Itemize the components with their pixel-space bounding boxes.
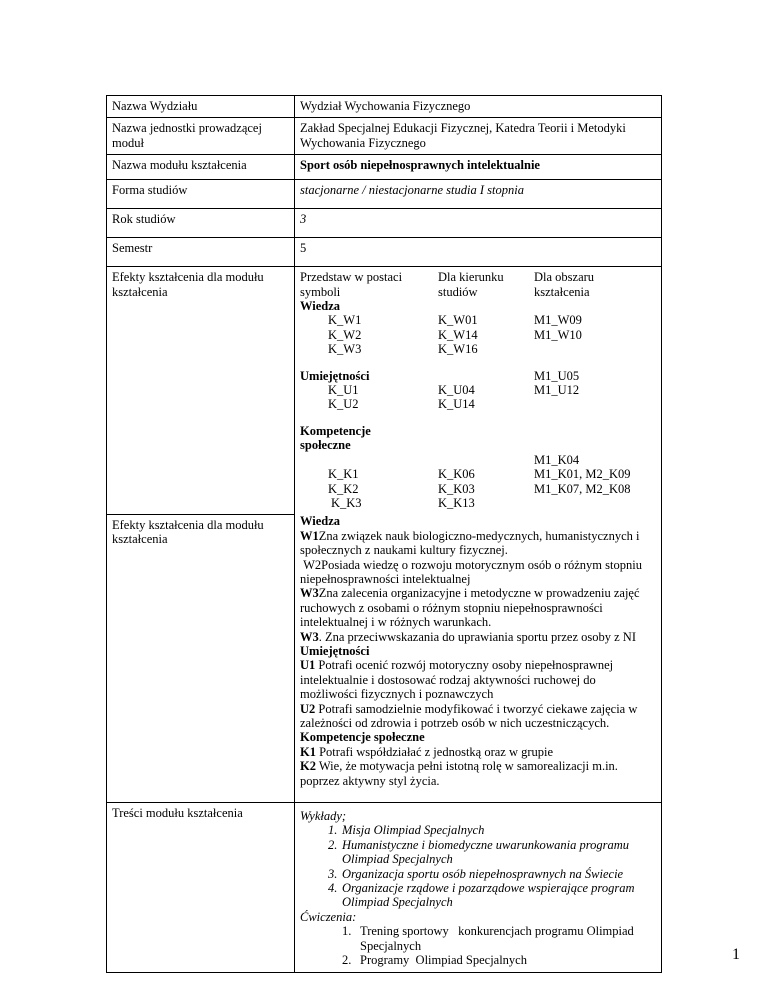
obszar-m1w10: M1_W10: [534, 327, 582, 342]
efekt-w3b: [300, 630, 656, 644]
row-semestr: [107, 238, 662, 267]
symbol-ku1: K_U1: [328, 383, 359, 398]
label-modul: Nazwa modułu kształcenia: [107, 155, 295, 180]
kierunek-kw01: K_W01: [438, 313, 478, 328]
umiejetnosci-label: Umiejętności: [300, 368, 370, 383]
label-rok: Rok studiów: [107, 209, 295, 238]
code-k1: K1: [300, 744, 316, 759]
text-w1: Zna związek nauk biologiczno-medycznych, humanistycznych i społecznych z naukami kultury fizycznej.: [300, 528, 640, 558]
wiedza-head: Wiedza: [300, 514, 341, 529]
col-kierunek-head: Dla kierunku studiów: [438, 270, 504, 299]
kompetencje-label: Kompetencje społeczne: [300, 423, 371, 453]
list-item: 2. Programy Olimpiad Specjalnych: [342, 953, 527, 968]
efekt-k1: [300, 745, 656, 759]
row-wydzial: [107, 96, 662, 118]
efekty-symbole-cell: [295, 267, 662, 515]
label-forma: Forma studiów: [107, 180, 295, 209]
symbol-kw1: K_W1: [328, 313, 362, 328]
cwiczenia-list: [300, 924, 656, 967]
kierunek-kw16: K_W16: [438, 342, 478, 357]
umiejetnosci-head: Umiejętności: [300, 643, 370, 658]
label-semestr: Semestr: [107, 238, 295, 267]
symbol-kk2: K_K2: [328, 481, 359, 496]
kierunek-kk06: K_K06: [438, 467, 475, 482]
code-u2: U2: [300, 701, 316, 716]
value-forma: stacjonarne / niestacjonarne studia I stopnia: [295, 180, 662, 209]
symbol-kw3: K_W3: [328, 342, 362, 357]
text-k1: Potrafi współdziałać z jednostką oraz w grupie: [315, 744, 554, 759]
value-jednostka: Zakład Specjalnej Edukacji Fizycznej, Katedra Teorii i Metodyki Wychowania Fizycznego: [295, 118, 662, 155]
code-w3: W3: [300, 586, 319, 601]
list-item: 1. Trening sportowy konkurencjach programu Olimpiad Specjalnych: [342, 924, 637, 953]
text-w3: Zna zalecenia organizacyjne i metodyczne w prowadzeniu zajęć ruchowych z osobami o różnym stopniu niepełnosprawności intelektualnej i w różnych warunkach.: [300, 586, 640, 630]
kierunek-kw14: K_W14: [438, 327, 478, 342]
text-u1: Potrafi ocenić rozwój motoryczny osoby niepełnosprawnej intelektualnie i dostosować rodzaj aktywności ruchowej do możliwości fizycznych i poznawczych: [300, 658, 614, 702]
list-item: 2. Humanistyczne i biomedyczne uwarunkowania programu Olimpiad Specjalnych: [328, 837, 630, 867]
kierunek-kk13: K_K13: [438, 495, 475, 510]
symbol-ku2: K_U2: [328, 397, 359, 412]
wyklady-head: Wykłady;: [300, 809, 347, 824]
kompetencje-head: Kompetencje społeczne: [300, 730, 425, 745]
wyklady-list: [300, 823, 656, 909]
obszar-m1u12: M1_U12: [534, 383, 580, 398]
label-tresci: Treści modułu kształcenia: [107, 803, 295, 972]
col-obszar-head: Dla obszaru kształcenia: [534, 270, 595, 299]
value-modul: Sport osób niepełnosprawnych intelektualnie: [295, 155, 662, 180]
module-description-table: [106, 95, 662, 973]
efekty-grid: [300, 270, 656, 510]
efekt-u1: [300, 658, 656, 701]
kierunek-kk03: K_K03: [438, 481, 475, 496]
code-k2: K2: [300, 759, 316, 774]
kierunek-ku04: K_U04: [438, 383, 475, 398]
label-efekty-opis: Efekty kształcenia dla modułu kształcenia: [107, 514, 295, 802]
text-u2: Potrafi samodzielnie modyfikować i tworzyć ciekawe zajęcia w zależności od zdrowia i potrzeb osób w nich uczestniczących.: [300, 701, 638, 730]
row-tresci: [107, 803, 662, 972]
code-w1: W1: [300, 528, 319, 543]
tresci-cell: [295, 803, 662, 972]
obszar-m1w09: M1_W09: [534, 313, 582, 328]
row-forma: [107, 180, 662, 209]
row-rok: [107, 209, 662, 238]
page-number: 1: [732, 946, 740, 963]
label-jednostka: Nazwa jednostki prowadzącej moduł: [107, 118, 295, 155]
efekt-k2: [300, 759, 656, 788]
row-jednostka: [107, 118, 662, 155]
row-efekty-symbole: [107, 267, 662, 515]
cwiczenia-head: Ćwiczenia:: [300, 909, 357, 924]
list-item: 4. Organizacje rządowe i pozarządowe wspierające program Olimpiad Specjalnych: [328, 881, 635, 910]
value-rok: 3: [295, 209, 662, 238]
col-symbole-head: Przedstaw w postaci symboli: [300, 270, 403, 299]
symbol-kk1: K_K1: [328, 467, 359, 482]
label-wydzial: Nazwa Wydziału: [107, 96, 295, 118]
efekt-u2: [300, 702, 656, 731]
value-wydzial: Wydział Wychowania Fizycznego: [295, 96, 662, 118]
efekt-w3: [300, 586, 656, 629]
kierunek-ku14: K_U14: [438, 397, 475, 412]
label-efekty-symbole: Efekty kształcenia dla modułu kształcenia: [107, 267, 295, 515]
efekty-opis-cell: [295, 514, 662, 802]
code-u1: U1: [300, 658, 316, 673]
symbol-kk3: K_K3: [331, 495, 362, 510]
obszar-m1u05: M1_U05: [534, 368, 580, 383]
value-semestr: 5: [295, 238, 662, 267]
row-modul: [107, 155, 662, 180]
efekt-w1: [300, 529, 656, 558]
list-item: 3. Organizacja sportu osób niepełnosprawnych na Świecie: [328, 866, 624, 881]
symbol-kw2: K_W2: [328, 327, 362, 342]
obszar-m1k01: M1_K01, M2_K09: [534, 467, 631, 482]
obszar-m1k04: M1_K04: [534, 452, 580, 467]
row-efekty-opis: [107, 514, 662, 802]
text-k2: Wie, że motywacja pełni istotną rolę w samorealizacji m.in. poprzez aktywny styl życia.: [300, 759, 618, 788]
text-w3b: . Zna przeciwwskazania do uprawiania sportu przez osoby z NI: [318, 629, 636, 644]
code-w3b: W3: [300, 629, 319, 644]
list-item: 1. Misja Olimpiad Specjalnych: [328, 823, 485, 838]
wiedza-label: Wiedza: [300, 299, 341, 314]
efekt-w2: W2Posiada wiedzę o rozwoju motorycznym osób o różnym stopniu niepełnosprawności intelektualnej: [300, 557, 646, 586]
obszar-m1k07: M1_K07, M2_K08: [534, 481, 631, 496]
